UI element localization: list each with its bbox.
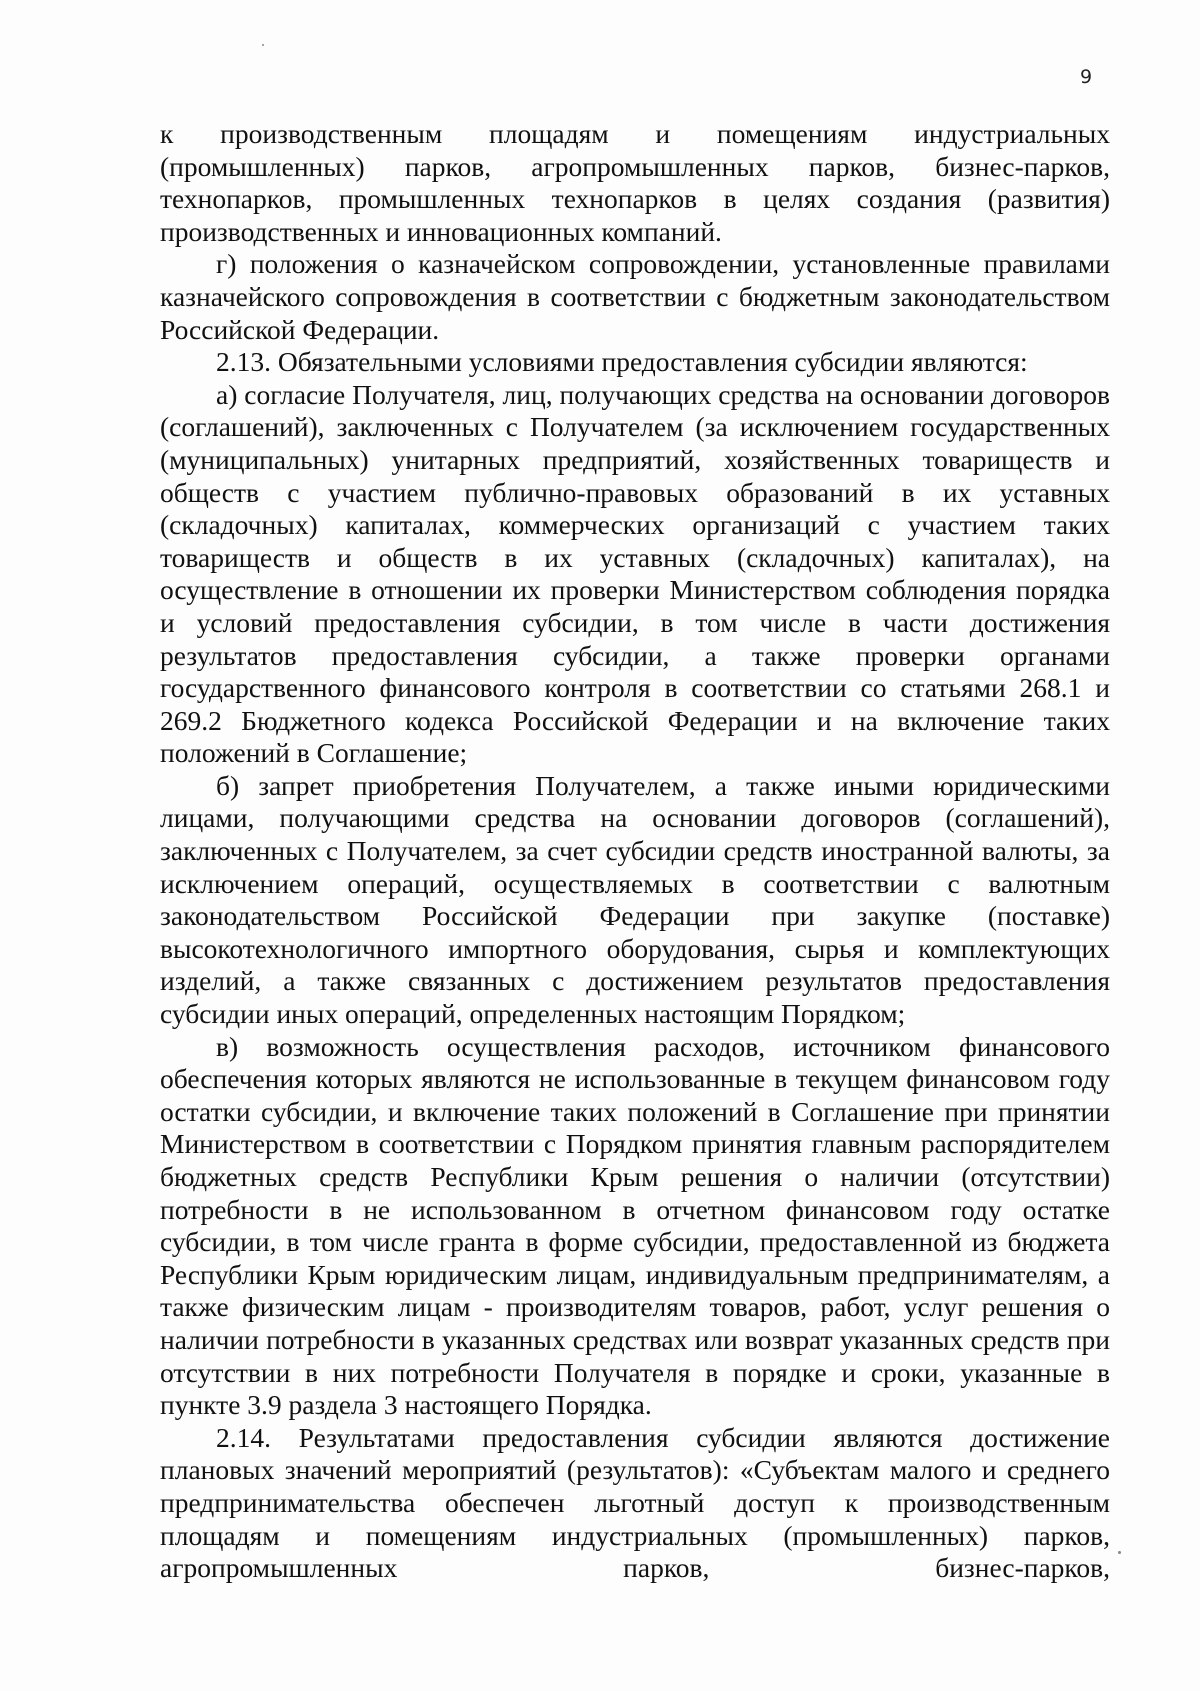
document-body (160, 118, 1110, 1585)
paragraph-item-b-prohibition: б) запрет приобретения Получателем, а также иными юридическими лицами, получающими средства на основании договоров (соглашений), заключенных с Получателем, за счет субсидии средств иностранной валюты, за исключением операций, осуществляемых в соответствии с валютным законодательством Российской Федерации при закупке (поставке) высокотехнологичного импортного оборудования, сырья и комплектующих изделий, а также связанных с достижением результатов предоставления субсидии иных операций, определенных настоящим Порядком; (160, 769, 1110, 1030)
paragraph-2-14-results: 2.14. Результатами предоставления субсидии являются достижение плановых значений мероприятий (результатов): «Субъектам малого и среднего предпринимательства обеспечен льготный доступ к производственным площадям и помещениям индустриальных (промышленных) парков, агропромышленных парков, бизнес-парков, (160, 1421, 1110, 1584)
paragraph-item-v-expenses: в) возможность осуществления расходов, источником финансового обеспечения которых являются не использованные в текущем финансовом году остатки субсидии, и включение таких положений в Соглашение при принятии Министерством в соответствии с Порядком принятия главным распорядителем бюджетных средств Республики Крым решения о наличии (отсутствии) потребности в не использованном в отчетном финансовом году остатке субсидии, в том числе гранта в форме субсидии, предоставленной из бюджета Республики Крым юридическим лицам, индивидуальным предпринимателям, а также физическим лицам - производителям товаров, работ, услуг решения о наличии потребности в указанных средствах или возврат указанных средств при отсутствии в них потребности Получателя в порядке и сроки, указанные в пункте 3.9 раздела 3 настоящего Порядка. (160, 1030, 1110, 1421)
paragraph-treasury-support: г) положения о казначейском сопровождении, установленные правилами казначейского сопровождения в соответствии с бюджетным законодательством Российской Федерации. (160, 248, 1110, 345)
paragraph-continuation: к производственным площадям и помещениям индустриальных (промышленных) парков, агропромышленных парков, бизнес-парков, технопарков, промышленных технопарков в целях создания (развития) производственных и инновационных компаний. (160, 118, 1110, 247)
paragraph-2-13-heading: 2.13. Обязательными условиями предоставления субсидии являются: (216, 346, 1028, 378)
scan-speck (262, 44, 264, 46)
page-number: 9 (1080, 66, 1093, 88)
scan-speck (1118, 1551, 1121, 1554)
paragraph-item-a-consent: а) согласие Получателя, лиц, получающих средства на основании договоров (соглашений), заключенных с Получателем (за исключением государственных (муниципальных) унитарных предприятий, хозяйственных товариществ и обществ с участием публично-правовых образований в их уставных (складочных) капиталах, коммерческих организаций с участием таких товариществ и обществ в их уставных (складочных) капиталах), на осуществление в отношении их проверки Министерством соблюдения порядка и условий предоставления субсидии, в том числе в части достижения результатов предоставления субсидии, а также проверки органами государственного финансового контроля в соответствии со статьями 268.1 и 269.2 Бюджетного кодекса Российской Федерации и на включение таких положений в Соглашение; (160, 378, 1110, 769)
